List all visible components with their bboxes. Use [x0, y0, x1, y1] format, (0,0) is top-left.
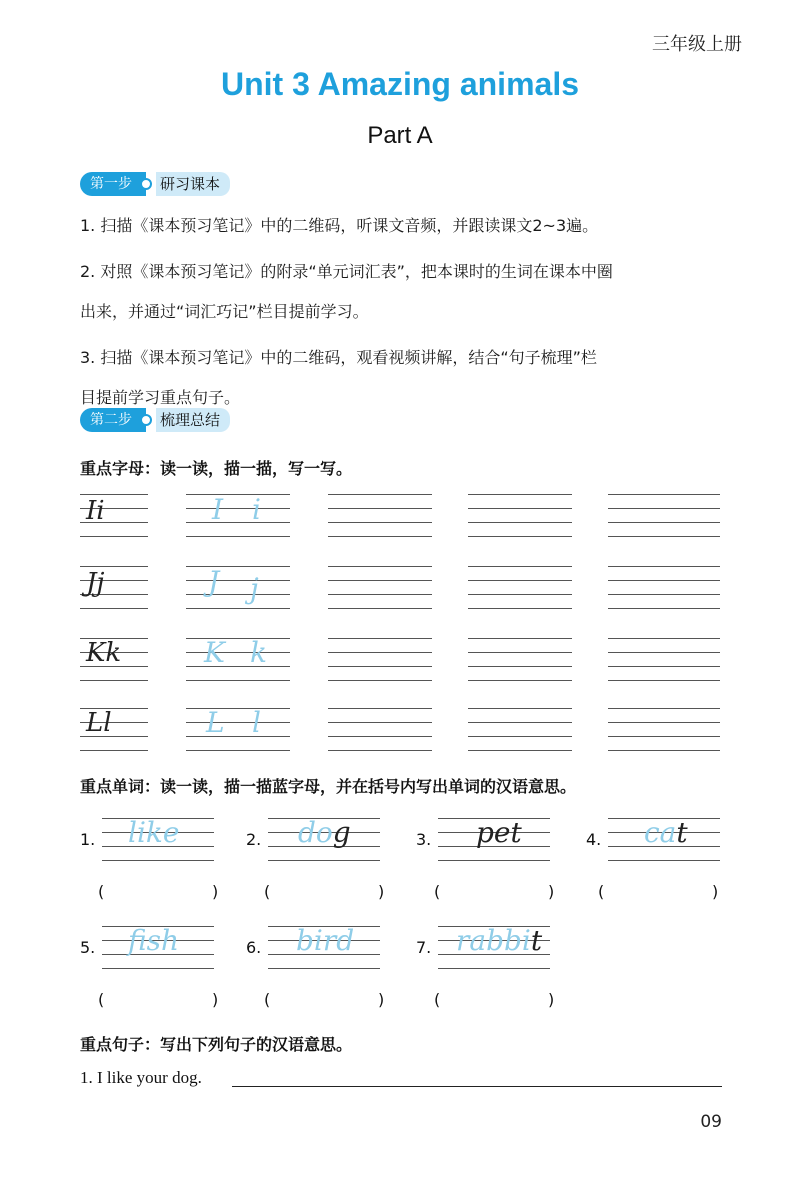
trace-guide-lines[interactable]: [186, 638, 290, 682]
instruction-line: 目提前学习重点句子。: [80, 388, 241, 407]
paren-close: ): [212, 882, 219, 901]
unit-title: Unit 3 Amazing animals: [221, 66, 579, 102]
word-light: rabbi: [456, 924, 531, 957]
instruction-line: 出来，并通过“词汇巧记”栏目提前学习。: [80, 302, 369, 321]
letter-demo: Kk: [86, 638, 122, 668]
word-dark: t: [676, 816, 688, 849]
write-guide-lines[interactable]: [468, 638, 572, 682]
part-title: Part A: [367, 122, 433, 149]
grade-label: 三年级上册: [652, 34, 742, 55]
word-number: 4.: [586, 830, 602, 849]
word-dark: pet: [476, 816, 522, 849]
write-guide-lines[interactable]: [328, 708, 432, 752]
write-guide-lines[interactable]: [608, 566, 720, 610]
trace-guide-lines[interactable]: [186, 708, 290, 752]
word-dark: g: [332, 816, 351, 849]
letter-demo: Jj: [86, 568, 105, 598]
word-number: 1.: [80, 830, 96, 849]
step2-header: [80, 408, 230, 432]
word-number: 6.: [246, 938, 262, 957]
paren-open: (: [434, 990, 441, 1009]
paren-open: (: [98, 882, 105, 901]
word-light: ca: [644, 816, 677, 849]
trace-guide-lines[interactable]: [186, 494, 290, 538]
paren-open: (: [598, 882, 605, 901]
step1-label: 研习课本: [156, 172, 230, 196]
word-trace: [476, 816, 522, 849]
step2-label: 梳理总结: [156, 408, 230, 432]
write-guide-lines[interactable]: [328, 566, 432, 610]
write-guide-lines[interactable]: [608, 494, 720, 538]
trace-guide-lines[interactable]: [186, 566, 290, 610]
write-guide-lines[interactable]: [608, 638, 720, 682]
page-number: 09: [700, 1112, 722, 1132]
instruction-line: 3. 扫描《课本预习笔记》中的二维码，观看视频讲解，结合“句子梳理”栏: [80, 348, 597, 367]
paren-close: ): [378, 990, 385, 1009]
trace-lower: l: [252, 706, 261, 739]
word-number: 3.: [416, 830, 432, 849]
paren-close: ): [378, 882, 385, 901]
paren-close: ): [712, 882, 719, 901]
sentence-1-answer-line[interactable]: [232, 1086, 722, 1087]
write-guide-lines[interactable]: [328, 494, 432, 538]
paren-close: ): [212, 990, 219, 1009]
paren-open: (: [434, 882, 441, 901]
trace-upper: J: [208, 565, 220, 598]
sentences-heading: 重点句子：写出下列句子的汉语意思。: [80, 1035, 353, 1054]
step1-badge: 第一步: [80, 172, 146, 196]
paren-open: (: [264, 882, 271, 901]
step2-badge: 第二步: [80, 408, 146, 432]
word-trace: [128, 816, 179, 849]
sentence-1: 1. I like your dog.: [80, 1068, 202, 1087]
letter-demo: Ll: [86, 708, 112, 738]
step1-instructions: [80, 206, 730, 418]
word-number: 5.: [80, 938, 96, 957]
write-guide-lines[interactable]: [328, 638, 432, 682]
trace-upper: I: [212, 493, 224, 526]
write-guide-lines[interactable]: [468, 494, 572, 538]
letters-heading: 重点字母：读一读，描一描，写一写。: [80, 459, 353, 478]
paren-close: ): [548, 990, 555, 1009]
word-trace: [298, 816, 351, 849]
step-dot-icon: [140, 414, 152, 426]
paren-open: (: [98, 990, 105, 1009]
letter-demo: Ii: [86, 496, 105, 526]
paren-close: ): [548, 882, 555, 901]
write-guide-lines[interactable]: [468, 708, 572, 752]
trace-upper: K: [204, 636, 225, 669]
write-guide-lines[interactable]: [468, 566, 572, 610]
word-trace: [128, 924, 179, 957]
word-number: 7.: [416, 938, 432, 957]
word-number: 2.: [246, 830, 262, 849]
step1-header: [80, 172, 230, 196]
words-heading: 重点单词：读一读，描一描蓝字母，并在括号内写出单词的汉语意思。: [80, 777, 577, 796]
paren-open: (: [264, 990, 271, 1009]
word-trace: [456, 924, 542, 957]
word-trace: [296, 924, 354, 957]
trace-upper: L: [206, 706, 225, 739]
trace-lower: i: [252, 493, 261, 526]
word-dark: t: [530, 924, 543, 957]
word-light: bird: [296, 924, 355, 957]
word-light: do: [298, 816, 333, 849]
word-light: like: [128, 816, 180, 849]
trace-lower: j: [250, 572, 259, 605]
step-dot-icon: [140, 178, 152, 190]
trace-lower: k: [250, 636, 267, 669]
write-guide-lines[interactable]: [608, 708, 720, 752]
word-light: fish: [128, 924, 180, 957]
word-trace: [644, 816, 688, 849]
instruction-line: 2. 对照《课本预习笔记》的附录“单元词汇表”，把本课时的生词在课本中圈: [80, 262, 613, 281]
instruction-line: 1. 扫描《课本预习笔记》中的二维码，听课文音频，并跟读课文2~3遍。: [80, 216, 599, 235]
